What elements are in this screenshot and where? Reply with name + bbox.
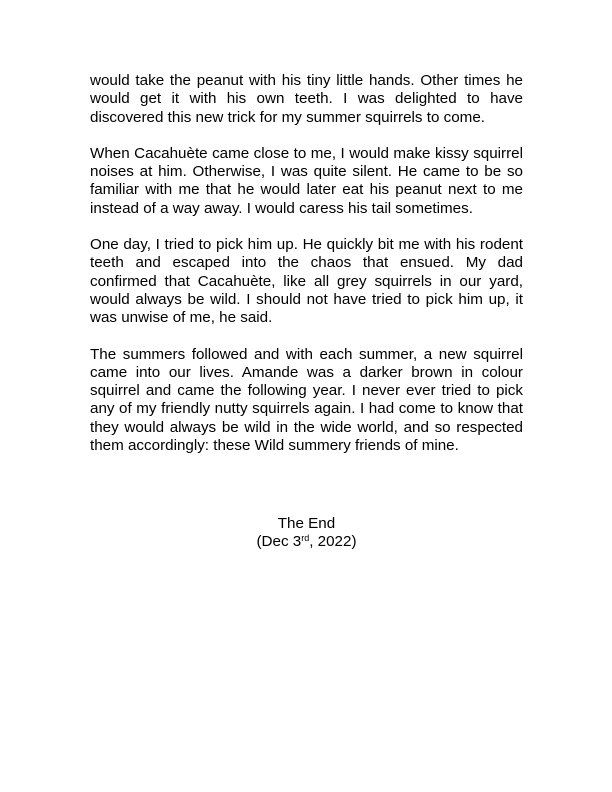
the-end-heading: The End bbox=[277, 515, 336, 532]
closing-block bbox=[90, 515, 523, 552]
paragraph-2: When Cacahuète came close to me, I would make kissy squirrel noises at him. Otherwise, I was quite silent. He came to be so familiar with me that he would later eat his peanut next to me instead of a way away. I would caress his tail sometimes. bbox=[90, 144, 523, 217]
paragraph-4: The summers followed and with each summer, a new squirrel came into our lives. Amande was a darker brown in colour squirrel and came the following year. I never ever tried to pick any of my friendly nutty squirrels again. I had come to know that they would always be wild in the wide world, and so respected them accordingly: these Wild summery friends of mine. bbox=[90, 345, 523, 455]
date-suffix: , 2022) bbox=[309, 533, 357, 551]
paragraph-1: would take the peanut with his tiny little hands. Other times he would get it with his own teeth. I was delighted to have discovered this new trick for my summer squirrels to come. bbox=[90, 72, 523, 126]
date-ordinal-suffix: rd bbox=[301, 533, 310, 544]
paragraph-3: One day, I tried to pick him up. He quickly bit me with his rodent teeth and escaped into the chaos that ensued. My dad confirmed that Cacahuète, like all grey squirrels in our yard, would always be wild. I should not have tried to pick him up, it was unwise of me, he said. bbox=[90, 236, 523, 327]
date-prefix: (Dec 3 bbox=[256, 533, 302, 551]
story-body bbox=[90, 72, 523, 473]
completion-date bbox=[90, 533, 523, 551]
